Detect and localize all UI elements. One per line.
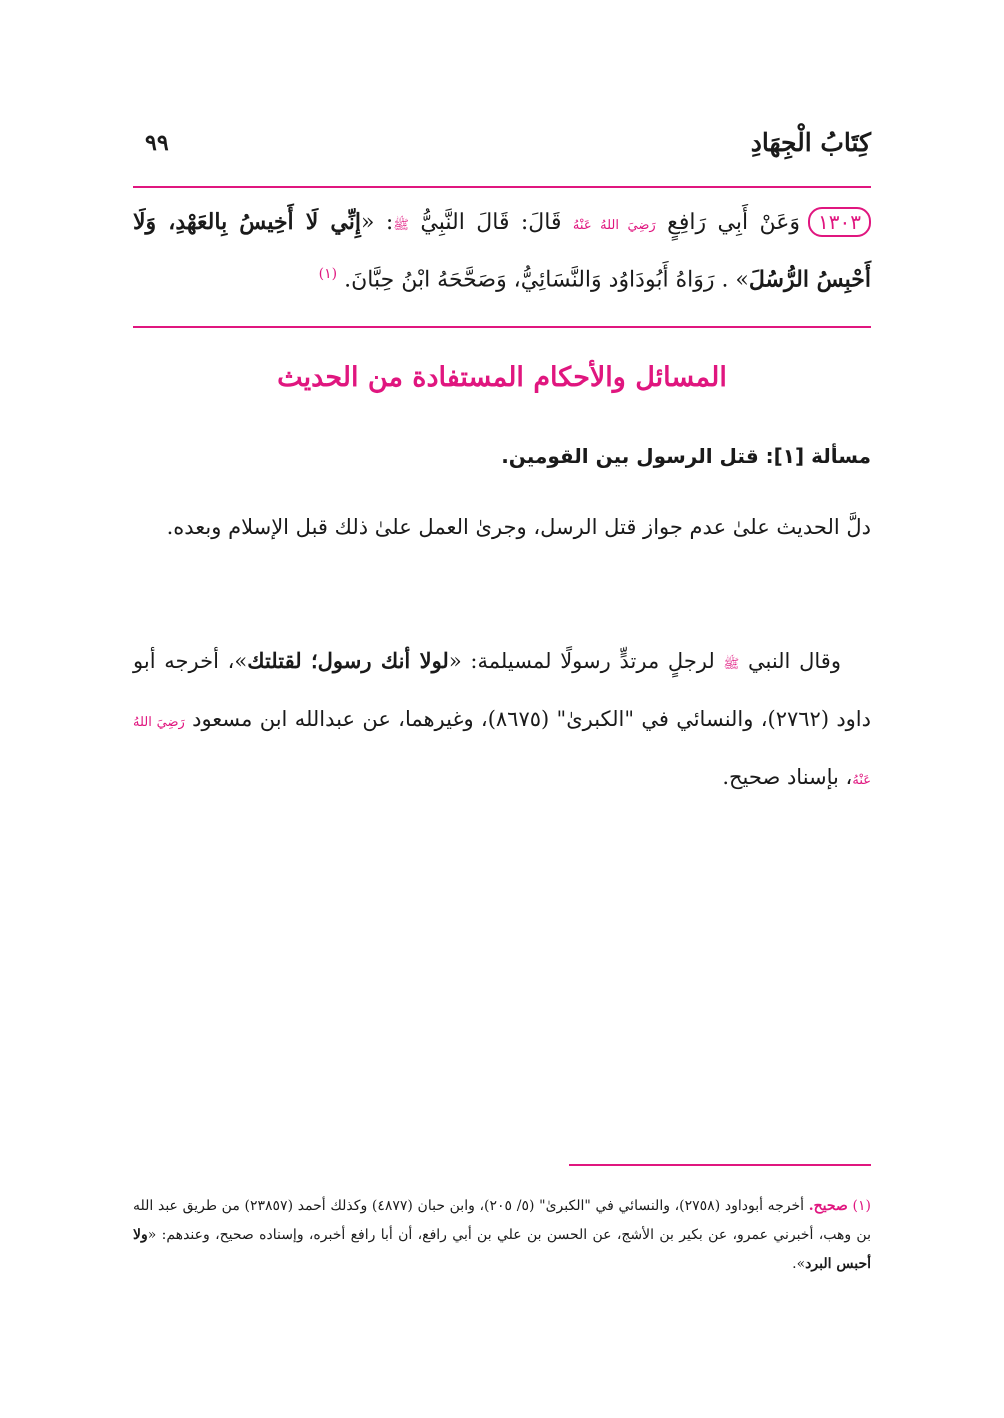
paragraph-1: دلَّ الحديث علىٰ عدم جواز قتل الرسل، وجرىٰ العمل علىٰ ذلك قبل الإسلام وبعده. xyxy=(166,515,871,539)
paragraph-2-text-c: »، أخرجه أبو داود (٢٧٦٢)، والنسائي في "الكبرىٰ" (٨٦٧٥)، وغيرهما، عن عبدالله ابن مسعود xyxy=(133,649,871,731)
paragraph-2-quote: لولا أنك رسول؛ لقتلتك xyxy=(247,648,449,673)
section-heading: المسائل والأحكام المستفادة من الحديث xyxy=(277,362,727,393)
footnote-divider xyxy=(569,1164,871,1166)
footnote-text: أخرجه أبوداود (٢٧٥٨)، والنسائي في "الكبرىٰ" (٥/ ٢٠٥)، وابن حبان (٤٨٧٧) وكذلك أحمد (٢٣٨٥٧) من طريق عبد الله بن وهب، أخبرني عمرو، عن بكير بن الأشج، عن الحسن بن علي بن أبي رافع، أن أبا رافع أخبره، وإسناده صحيح، وعندهم: « xyxy=(133,1198,871,1243)
hadith-number-badge: ١٣٠٣ xyxy=(808,207,871,237)
masala-label: مسألة [١]: xyxy=(765,444,871,468)
hadith-divider xyxy=(133,326,871,328)
paragraph-2-text-b: لرجلٍ مرتدٍّ رسولًا لمسيلمة: « xyxy=(448,649,715,673)
hadith-quote: إِنِّي لَا أَخِيسُ بِالعَهْدِ، وَلَا أَحْبِسُ الرُّسُلَ xyxy=(133,209,871,293)
hadith-text-c: : « xyxy=(360,210,394,235)
paragraph-2 xyxy=(133,634,871,808)
footnote-grade: صحيح. xyxy=(808,1198,848,1214)
honorific-radiallahu-icon: رَضِيَ اللهُ عَنْهُ xyxy=(572,218,656,233)
paragraph-2-text-d: ، بإسناد صحيح. xyxy=(722,765,853,789)
footnote-number: (١) xyxy=(852,1198,871,1214)
page-header xyxy=(133,128,871,168)
paragraph-2-text-a: وقال النبي xyxy=(747,649,841,673)
footnote-reference[interactable]: (١) xyxy=(318,266,338,282)
masala-heading xyxy=(133,444,871,468)
footnote-quote: ولا أحبس البرد xyxy=(133,1227,871,1272)
hadith-block xyxy=(133,198,871,304)
footnote xyxy=(133,1192,871,1279)
hadith-text-d: » . رَوَاهُ أَبُودَاوُد وَالنَّسَائِيُّ، وَصَحَّحَهُ ابْنُ حِبَّانَ. xyxy=(344,267,749,293)
salawat-icon: ﷺ xyxy=(723,657,740,672)
salawat-icon: ﷺ xyxy=(393,218,409,233)
hadith-text-b: قَالَ: قَالَ النَّبِيُّ xyxy=(420,210,562,235)
footnote-end: ». xyxy=(792,1256,806,1272)
book-title: كِتَابُ الْجِهَادِ xyxy=(750,128,871,157)
hadith-text-a: وَعَنْ أَبِي رَافِعٍ xyxy=(667,210,800,235)
page-number: ٩٩ xyxy=(145,130,169,156)
masala-title: قتل الرسول بين القومين. xyxy=(501,444,759,468)
top-divider xyxy=(133,186,871,188)
honorific-radiallahu-icon: رَضِيَ اللهُ عَنْهُ xyxy=(133,715,871,788)
